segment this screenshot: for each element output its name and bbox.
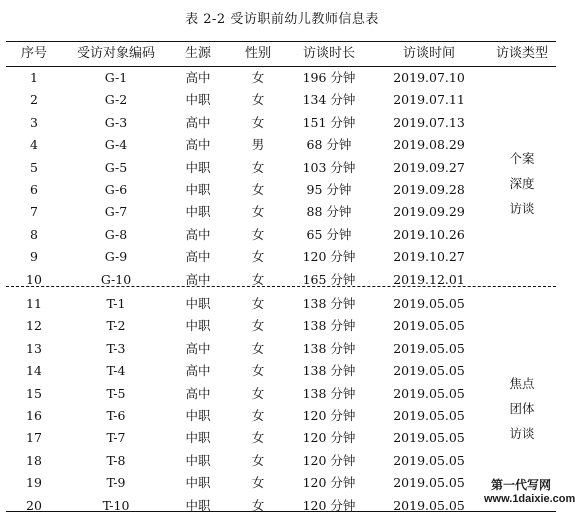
column-header: 访谈时长 (302, 46, 356, 61)
group-label-line: 焦点 (509, 376, 535, 391)
cell-subject-code: T-5 (106, 385, 126, 401)
cell-duration: 165 分钟 (302, 271, 356, 287)
watermark-line1: 第一代写网 (490, 478, 551, 492)
cell-duration: 95 分钟 (306, 182, 352, 197)
column-header: 生源 (184, 46, 212, 61)
cell-subject-code: T-6 (106, 408, 126, 423)
cell-origin: 中职 (185, 497, 211, 513)
table-title: 表 2-2 受访职前幼儿教师信息表 (185, 12, 379, 27)
cell-duration: 103 分钟 (302, 159, 356, 175)
cell-row-index: 9 (30, 249, 38, 265)
cell-subject-code: G-5 (104, 159, 128, 175)
cell-gender: 女 (251, 114, 265, 130)
cell-subject-code: G-7 (104, 204, 128, 220)
cell-row-index: 20 (26, 497, 42, 513)
cell-interview-date: 2019.05.05 (393, 385, 465, 401)
cell-gender: 女 (251, 318, 265, 334)
cell-row-index: 15 (26, 385, 42, 401)
cell-interview-date: 2019.10.26 (393, 226, 465, 242)
cell-row-index: 2 (30, 92, 38, 108)
cell-gender: 女 (251, 385, 265, 401)
cell-subject-code: T-1 (106, 296, 126, 311)
cell-origin: 中职 (185, 452, 211, 468)
cell-row-index: 10 (26, 271, 42, 287)
cell-duration: 138 分钟 (302, 296, 356, 311)
cell-subject-code: T-10 (102, 497, 130, 513)
cell-subject-code: G-10 (100, 271, 132, 287)
cell-subject-code: T-4 (106, 363, 126, 379)
cell-duration: 138 分钟 (302, 318, 356, 334)
cell-duration: 120 分钟 (302, 430, 356, 446)
cell-interview-date: 2019.05.05 (393, 452, 465, 468)
cell-gender: 女 (251, 70, 265, 85)
cell-subject-code: G-3 (104, 114, 128, 130)
cell-duration: 120 分钟 (302, 475, 356, 491)
cell-row-index: 4 (30, 137, 38, 153)
cell-interview-date: 2019.05.05 (393, 318, 465, 334)
column-header: 访谈类型 (495, 46, 549, 61)
cell-gender: 女 (251, 430, 265, 446)
cell-interview-date: 2019.09.29 (393, 204, 465, 220)
cell-subject-code: T-7 (106, 430, 126, 446)
cell-origin: 中职 (185, 182, 211, 197)
cell-row-index: 5 (30, 159, 38, 175)
cell-subject-code: G-8 (104, 226, 128, 242)
group-label-case-interview (509, 146, 534, 221)
cell-interview-date: 2019.09.28 (393, 182, 465, 197)
cell-subject-code: G-1 (104, 70, 128, 85)
cell-interview-date: 2019.05.05 (393, 296, 465, 311)
cell-interview-date: 2019.07.11 (393, 92, 465, 108)
cell-row-index: 12 (26, 318, 42, 334)
cell-interview-date: 2019.07.10 (393, 70, 465, 85)
cell-duration: 138 分钟 (302, 340, 356, 356)
table-header-rule (6, 66, 556, 67)
watermark-line2: www.1daixie.com (484, 493, 575, 505)
group-label-focus-group (509, 371, 534, 446)
cell-origin: 中职 (185, 318, 211, 334)
cell-row-index: 16 (26, 408, 42, 423)
cell-interview-date: 2019.05.05 (393, 363, 465, 379)
cell-gender: 女 (251, 92, 265, 108)
cell-interview-date: 2019.05.05 (393, 408, 465, 423)
cell-row-index: 14 (26, 363, 42, 379)
cell-gender: 女 (251, 249, 265, 265)
cell-subject-code: G-4 (104, 137, 128, 153)
cell-gender: 男 (251, 137, 265, 153)
cell-origin: 高中 (185, 363, 211, 379)
cell-row-index: 11 (26, 296, 42, 311)
cell-duration: 151 分钟 (302, 114, 356, 130)
cell-interview-date: 2019.05.05 (393, 497, 465, 513)
cell-subject-code: T-3 (106, 340, 126, 356)
group-label-line: 团体 (509, 401, 535, 416)
cell-origin: 高中 (185, 340, 211, 356)
cell-gender: 女 (251, 475, 265, 491)
cell-row-index: 19 (26, 475, 42, 491)
cell-origin: 中职 (185, 204, 211, 220)
cell-origin: 高中 (185, 249, 211, 265)
group-divider-dashed (6, 286, 556, 287)
cell-gender: 女 (251, 408, 265, 423)
cell-origin: 高中 (185, 271, 211, 287)
cell-row-index: 6 (30, 182, 38, 197)
cell-origin: 高中 (185, 114, 211, 130)
column-header: 访谈时间 (402, 46, 456, 61)
cell-interview-date: 2019.10.27 (393, 249, 465, 265)
cell-gender: 女 (251, 452, 265, 468)
cell-origin: 中职 (185, 430, 211, 446)
table-top-rule (6, 41, 556, 42)
cell-interview-date: 2019.08.29 (393, 137, 465, 153)
cell-gender: 女 (251, 182, 265, 197)
cell-gender: 女 (251, 226, 265, 242)
cell-duration: 196 分钟 (302, 70, 356, 85)
cell-subject-code: G-6 (104, 182, 128, 197)
cell-row-index: 18 (26, 452, 42, 468)
cell-duration: 138 分钟 (302, 363, 356, 379)
cell-gender: 女 (251, 296, 265, 311)
cell-interview-date: 2019.05.05 (393, 340, 465, 356)
cell-origin: 中职 (185, 475, 211, 491)
cell-gender: 女 (251, 271, 265, 287)
cell-origin: 高中 (185, 70, 211, 85)
cell-duration: 120 分钟 (302, 249, 356, 265)
cell-origin: 中职 (185, 159, 211, 175)
group-label-line: 深度 (509, 176, 535, 191)
cell-row-index: 8 (30, 226, 38, 242)
column-header: 序号 (20, 46, 48, 61)
cell-gender: 女 (251, 497, 265, 513)
cell-subject-code: G-9 (104, 249, 128, 265)
cell-duration: 138 分钟 (302, 385, 356, 401)
cell-subject-code: G-2 (104, 92, 128, 108)
column-header: 受访对象编码 (76, 46, 156, 61)
cell-origin: 中职 (185, 92, 211, 108)
table-bottom-rule (6, 511, 556, 512)
cell-origin: 高中 (185, 385, 211, 401)
cell-origin: 中职 (185, 408, 211, 423)
cell-origin: 高中 (185, 226, 211, 242)
cell-subject-code: T-8 (106, 452, 126, 468)
cell-duration: 120 分钟 (302, 497, 356, 513)
column-header: 性别 (244, 46, 272, 61)
cell-duration: 88 分钟 (306, 204, 352, 220)
cell-duration: 134 分钟 (302, 92, 356, 108)
group-label-line: 访谈 (509, 201, 535, 216)
cell-gender: 女 (251, 340, 265, 356)
cell-row-index: 7 (30, 204, 38, 220)
cell-duration: 120 分钟 (302, 452, 356, 468)
group-label-line: 访谈 (509, 426, 535, 441)
cell-subject-code: T-9 (106, 475, 126, 491)
cell-interview-date: 2019.09.27 (393, 159, 465, 175)
cell-row-index: 3 (30, 114, 38, 130)
cell-subject-code: T-2 (106, 318, 126, 334)
cell-duration: 120 分钟 (302, 408, 356, 423)
cell-row-index: 13 (26, 340, 42, 356)
cell-gender: 女 (251, 363, 265, 379)
group-label-line: 个案 (509, 151, 535, 166)
cell-origin: 高中 (185, 137, 211, 153)
cell-gender: 女 (251, 204, 265, 220)
cell-row-index: 1 (30, 70, 38, 85)
cell-duration: 65 分钟 (306, 226, 352, 242)
cell-origin: 中职 (185, 296, 211, 311)
cell-gender: 女 (251, 159, 265, 175)
cell-interview-date: 2019.12.01 (393, 271, 465, 287)
cell-row-index: 17 (26, 430, 42, 446)
cell-interview-date: 2019.07.13 (393, 114, 465, 130)
cell-duration: 68 分钟 (306, 137, 352, 153)
cell-interview-date: 2019.05.05 (393, 430, 465, 446)
watermark-logo (484, 478, 575, 506)
cell-interview-date: 2019.05.05 (393, 475, 465, 491)
